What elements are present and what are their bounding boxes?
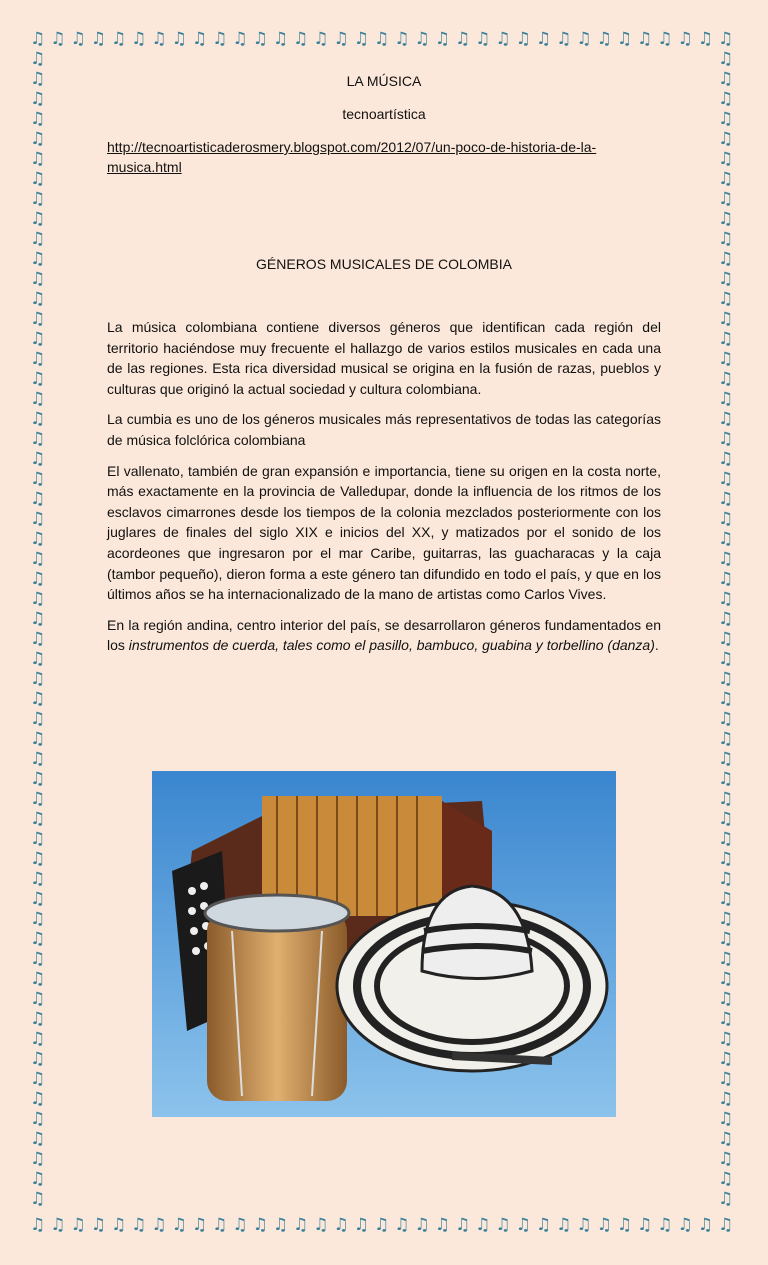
- music-note-icon: ♫: [718, 409, 734, 429]
- music-note-icon: ♫: [293, 1215, 309, 1235]
- music-note-icon: ♫: [718, 1169, 734, 1189]
- music-note-icon: ♫: [718, 809, 734, 829]
- music-note-icon: ♫: [718, 729, 734, 749]
- music-note-icon: ♫: [333, 29, 349, 49]
- colombian-instruments-image: [152, 771, 616, 1117]
- music-note-icon: ♫: [313, 29, 329, 49]
- music-note-icon: ♫: [718, 669, 734, 689]
- music-note-icon: ♫: [718, 789, 734, 809]
- music-note-icon: ♫: [272, 1215, 289, 1235]
- music-note-icon: ♫: [30, 1149, 46, 1169]
- music-note-icon: ♫: [30, 129, 46, 149]
- music-note-icon: ♫: [30, 329, 46, 349]
- music-note-icon: ♫: [718, 469, 734, 489]
- music-note-icon: ♫: [718, 249, 734, 269]
- music-note-icon: ♫: [718, 1009, 734, 1029]
- music-note-icon: ♫: [718, 69, 734, 89]
- music-note-icon: ♫: [232, 29, 248, 49]
- music-note-icon: ♫: [718, 1149, 734, 1169]
- music-note-icon: ♫: [718, 889, 734, 909]
- music-note-icon: ♫: [30, 1029, 46, 1049]
- music-note-icon: ♫: [30, 689, 46, 709]
- music-note-icon: ♫: [30, 709, 46, 729]
- music-note-icon: ♫: [30, 109, 46, 129]
- music-note-icon: ♫: [718, 769, 734, 789]
- music-note-icon: ♫: [30, 729, 46, 749]
- music-note-icon: ♫: [677, 1215, 693, 1235]
- music-note-icon: ♫: [50, 1215, 66, 1235]
- paragraph-intro: La música colombiana contiene diversos géneros que identifican cada región del territorio haciéndose muy frecuente el hallazgo de varios estilos musicales en cada una de las regiones. Esta rica diversidad musical se origina en la fusión de razas, pueblos y culturas que originó la actual sociedad y cultura colombiana.: [107, 319, 661, 397]
- music-note-icon: ♫: [718, 169, 734, 189]
- music-note-icon: ♫: [30, 229, 46, 249]
- music-note-icon: ♫: [495, 1215, 511, 1235]
- music-note-icon: ♫: [30, 369, 46, 389]
- music-note-icon: ♫: [30, 409, 46, 429]
- music-note-icon: ♫: [30, 149, 46, 169]
- music-note-icon: ♫: [657, 29, 673, 49]
- music-note-icon: ♫: [576, 1215, 592, 1235]
- music-note-icon: ♫: [30, 789, 46, 809]
- music-note-icon: ♫: [718, 1089, 734, 1109]
- music-note-icon: ♫: [30, 449, 46, 469]
- music-note-icon: ♫: [454, 1215, 471, 1235]
- music-note-icon: ♫: [272, 29, 289, 49]
- music-note-icon: ♫: [30, 389, 46, 409]
- music-note-icon: ♫: [30, 769, 46, 789]
- music-note-icon: ♫: [718, 989, 734, 1009]
- document-subtitle: tecnoartística: [342, 106, 426, 122]
- music-note-icon: ♫: [30, 1069, 46, 1089]
- music-note-icon: ♫: [110, 1215, 127, 1235]
- music-note-icon: ♫: [30, 549, 46, 569]
- music-note-icon: ♫: [313, 1215, 329, 1235]
- music-note-icon: ♫: [30, 509, 46, 529]
- music-note-icon: ♫: [596, 29, 612, 49]
- music-note-icon: ♫: [718, 629, 734, 649]
- music-note-icon: ♫: [718, 689, 734, 709]
- music-note-icon: ♫: [30, 429, 46, 449]
- andina-end: .: [654, 637, 659, 654]
- music-note-icon: ♫: [30, 749, 46, 769]
- music-note-icon: ♫: [151, 29, 167, 49]
- music-note-icon: ♫: [515, 29, 531, 49]
- music-note-icon: ♫: [293, 29, 309, 49]
- music-note-icon: ♫: [30, 1089, 46, 1109]
- music-note-icon: ♫: [171, 29, 187, 49]
- music-note-icon: ♫: [718, 209, 734, 229]
- music-note-icon: ♫: [718, 189, 734, 209]
- music-note-icon: ♫: [637, 1215, 653, 1235]
- music-note-icon: ♫: [30, 49, 46, 69]
- music-note-icon: ♫: [30, 289, 46, 309]
- paragraph-vallenato: El vallenato, también de gran expansión e importancia, tiene su origen en la costa norte, más exactamente en la provincia de Valledupar, donde la influencia de los ritmos de los esclavos cimarrones desde los tiempos de la colonia mezclados posteriormente con los juglares de finales del siglo XIX e inicios del XX, y matizados por el sonido de los acordeones que ingresaron por el mar Caribe, guitarras, las guacharacas y la caja (tambor pequeño), dieron forma a este género tan difundido en todo el país, y que en los últimos años se ha internacionalizado de la mano de artistas como Carlos Vives.: [107, 462, 661, 603]
- music-note-icon: ♫: [718, 849, 734, 869]
- music-note-icon: ♫: [30, 1169, 46, 1189]
- music-note-icon: ♫: [30, 569, 46, 589]
- music-note-icon: ♫: [212, 1215, 228, 1235]
- music-note-icon: ♫: [252, 29, 268, 49]
- music-note-icon: ♫: [30, 1049, 46, 1069]
- music-note-icon: ♫: [131, 29, 147, 49]
- music-note-icon: ♫: [718, 149, 734, 169]
- music-note-icon: ♫: [232, 1215, 248, 1235]
- music-note-icon: ♫: [30, 309, 46, 329]
- music-note-icon: ♫: [718, 389, 734, 409]
- music-note-icon: ♫: [30, 989, 46, 1009]
- music-note-icon: ♫: [616, 1215, 633, 1235]
- paragraph-cumbia: La cumbia es uno de los géneros musicales más representativos de todas las categorías de música folclórica colombiana: [107, 411, 661, 448]
- music-note-icon: ♫: [30, 889, 46, 909]
- andina-italic-text: instrumentos de cuerda, tales como el pasillo, bambuco, guabina y torbellino (danza): [128, 637, 655, 654]
- music-note-icon: ♫: [718, 89, 734, 109]
- section-heading: GÉNEROS MUSICALES DE COLOMBIA: [256, 256, 512, 272]
- music-note-icon: ♫: [30, 249, 46, 269]
- music-note-icon: ♫: [718, 929, 734, 949]
- music-note-icon: ♫: [718, 1109, 734, 1129]
- music-note-icon: ♫: [718, 909, 734, 929]
- music-note-icon: ♫: [718, 709, 734, 729]
- music-note-icon: ♫: [718, 969, 734, 989]
- music-note-icon: ♫: [30, 269, 46, 289]
- music-note-icon: ♫: [718, 369, 734, 389]
- music-note-icon: ♫: [30, 469, 46, 489]
- document-title: LA MÚSICA: [346, 73, 422, 89]
- music-note-icon: ♫: [414, 29, 430, 49]
- music-note-icon: ♫: [535, 29, 552, 49]
- music-note-icon: ♫: [30, 529, 46, 549]
- music-note-icon: ♫: [718, 869, 734, 889]
- music-note-icon: ♫: [30, 1189, 46, 1209]
- music-note-icon: ♫: [394, 29, 410, 49]
- caja-drum: [205, 895, 349, 1101]
- music-note-icon: ♫: [718, 569, 734, 589]
- music-note-icon: ♫: [718, 489, 734, 509]
- music-note-icon: ♫: [30, 489, 46, 509]
- music-note-icon: ♫: [30, 629, 46, 649]
- music-note-icon: ♫: [718, 329, 734, 349]
- music-note-icon: ♫: [718, 1049, 734, 1069]
- music-note-icon: ♫: [90, 1215, 106, 1235]
- music-note-icon: ♫: [110, 29, 127, 49]
- music-note-icon: ♫: [718, 749, 734, 769]
- music-note-icon: ♫: [30, 29, 46, 49]
- music-note-icon: ♫: [171, 1215, 187, 1235]
- music-note-icon: ♫: [30, 1129, 46, 1149]
- music-note-icon: ♫: [252, 1215, 268, 1235]
- music-note-icon: ♫: [718, 509, 734, 529]
- music-note-icon: ♫: [30, 209, 46, 229]
- music-note-icon: ♫: [30, 609, 46, 629]
- music-note-icon: ♫: [454, 29, 471, 49]
- music-note-icon: ♫: [718, 129, 734, 149]
- music-note-icon: ♫: [30, 829, 46, 849]
- music-note-icon: ♫: [718, 309, 734, 329]
- music-note-icon: ♫: [30, 89, 46, 109]
- music-note-icon: ♫: [718, 549, 734, 569]
- music-note-icon: ♫: [718, 29, 734, 49]
- music-note-icon: ♫: [718, 1029, 734, 1049]
- music-note-icon: ♫: [434, 29, 450, 49]
- music-note-icon: ♫: [70, 1215, 86, 1235]
- music-note-icon: ♫: [212, 29, 228, 49]
- music-note-icon: ♫: [30, 349, 46, 369]
- music-note-icon: ♫: [30, 69, 46, 89]
- music-note-icon: ♫: [30, 649, 46, 669]
- music-note-icon: ♫: [495, 29, 511, 49]
- music-note-icon: ♫: [718, 429, 734, 449]
- music-note-icon: ♫: [50, 29, 66, 49]
- music-note-icon: ♫: [30, 949, 46, 969]
- music-note-icon: ♫: [718, 49, 734, 69]
- andina-text: En la región andina, centro interior del país, se desarrollaron géneros fundamentados en los: [107, 616, 661, 654]
- music-note-icon: ♫: [30, 869, 46, 889]
- music-note-icon: ♫: [718, 829, 734, 849]
- music-note-icon: ♫: [596, 1215, 612, 1235]
- music-note-icon: ♫: [515, 1215, 531, 1235]
- music-note-icon: ♫: [475, 1215, 491, 1235]
- body-text: [107, 317, 661, 666]
- paragraph-andina: [107, 615, 661, 656]
- music-note-icon: ♫: [30, 809, 46, 829]
- music-note-icon: ♫: [151, 1215, 167, 1235]
- music-note-icon: ♫: [718, 609, 734, 629]
- music-note-icon: ♫: [30, 849, 46, 869]
- music-note-icon: ♫: [191, 1215, 208, 1235]
- music-note-icon: ♫: [718, 269, 734, 289]
- music-note-icon: ♫: [718, 1129, 734, 1149]
- music-note-icon: ♫: [718, 449, 734, 469]
- music-note-icon: ♫: [718, 1069, 734, 1089]
- music-note-icon: ♫: [374, 29, 390, 49]
- music-note-icon: ♫: [333, 1215, 349, 1235]
- music-note-icon: ♫: [556, 29, 572, 49]
- music-note-icon: ♫: [718, 649, 734, 669]
- music-note-icon: ♫: [718, 289, 734, 309]
- music-note-icon: ♫: [535, 1215, 552, 1235]
- music-note-icon: ♫: [718, 949, 734, 969]
- music-note-icon: ♫: [697, 29, 713, 49]
- music-note-icon: ♫: [131, 1215, 147, 1235]
- music-note-icon: ♫: [434, 1215, 450, 1235]
- music-note-icon: ♫: [576, 29, 592, 49]
- music-note-icon: ♫: [718, 529, 734, 549]
- music-note-icon: ♫: [70, 29, 86, 49]
- music-note-icon: ♫: [718, 1215, 734, 1235]
- music-note-icon: ♫: [657, 1215, 673, 1235]
- music-note-icon: ♫: [30, 929, 46, 949]
- music-note-icon: ♫: [637, 29, 653, 49]
- music-note-icon: ♫: [475, 29, 491, 49]
- music-note-icon: ♫: [30, 1215, 46, 1235]
- music-note-icon: ♫: [30, 589, 46, 609]
- music-note-icon: ♫: [718, 1189, 734, 1209]
- music-note-icon: ♫: [353, 29, 369, 49]
- music-note-icon: ♫: [616, 29, 633, 49]
- music-note-icon: ♫: [30, 669, 46, 689]
- music-note-icon: ♫: [30, 909, 46, 929]
- music-note-icon: ♫: [90, 29, 106, 49]
- music-note-icon: ♫: [30, 1009, 46, 1029]
- music-note-icon: ♫: [191, 29, 208, 49]
- music-note-icon: ♫: [718, 229, 734, 249]
- music-note-icon: ♫: [30, 169, 46, 189]
- music-note-icon: ♫: [697, 1215, 713, 1235]
- music-note-icon: ♫: [718, 349, 734, 369]
- source-link[interactable]: http://tecnoartisticaderosmery.blogspot.com/2012/07/un-poco-de-historia-de-la-musica.html: [107, 139, 597, 175]
- music-note-icon: ♫: [394, 1215, 410, 1235]
- music-note-icon: ♫: [718, 109, 734, 129]
- music-note-icon: ♫: [677, 29, 693, 49]
- music-note-icon: ♫: [556, 1215, 572, 1235]
- music-note-icon: ♫: [353, 1215, 369, 1235]
- music-note-icon: ♫: [374, 1215, 390, 1235]
- music-note-icon: ♫: [30, 969, 46, 989]
- music-note-icon: ♫: [30, 189, 46, 209]
- music-note-icon: ♫: [718, 589, 734, 609]
- music-note-icon: ♫: [414, 1215, 430, 1235]
- music-note-icon: ♫: [30, 1109, 46, 1129]
